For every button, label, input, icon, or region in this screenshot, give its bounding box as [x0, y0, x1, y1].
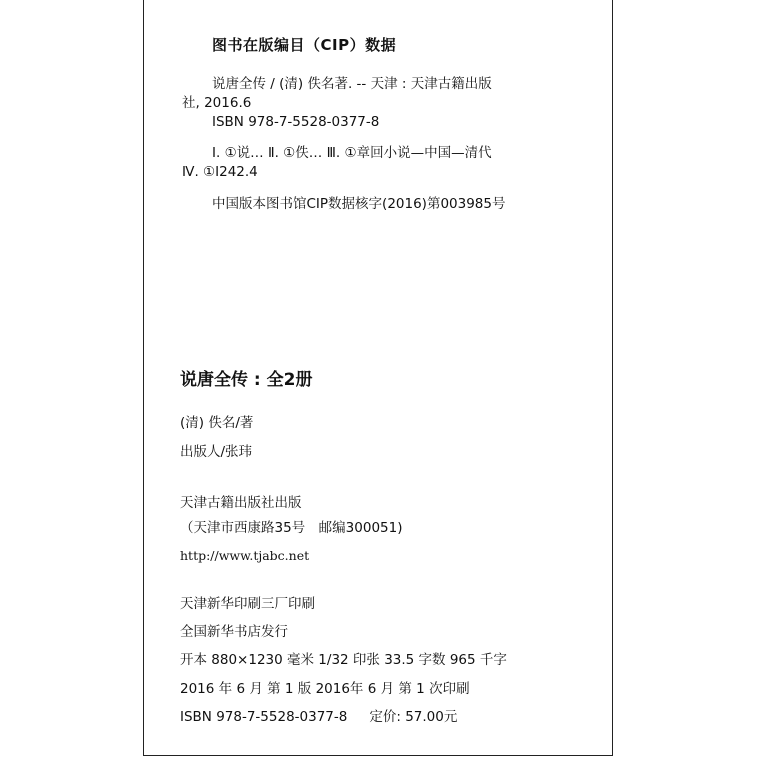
publisher-name: 天津古籍出版社出版 [180, 495, 302, 511]
book-title: 说唐全传 : 全2册 [180, 370, 313, 390]
distributor: 全国新华书店发行 [180, 624, 288, 640]
isbn-price-line [180, 711, 457, 725]
publisher-address: （天津市西康路35号 邮编300051) [180, 520, 403, 536]
cip-record-number: 中国版本图书馆CIP数据核字(2016)第003985号 [212, 196, 506, 212]
publisher-website: http://www.tjabc.net [180, 548, 310, 563]
cip-classification: Ⅰ. ①说… Ⅱ. ①佚… Ⅲ. ①章回小说—中国—清代 [212, 145, 492, 161]
cip-entry-line: 社, 2016.6 [182, 95, 252, 111]
printer: 天津新华印刷三厂印刷 [180, 596, 315, 612]
book-author: (清) 佚名/著 [180, 415, 254, 431]
cip-classification: Ⅳ. ①I242.4 [182, 164, 258, 180]
book-price: 定价: 57.00元 [369, 709, 458, 725]
cip-title: 图书在版编目（CIP）数据 [212, 36, 397, 54]
cip-isbn: ISBN 978-7-5528-0377-8 [212, 114, 380, 130]
publisher-person: 出版人/张玮 [180, 444, 253, 460]
book-isbn: ISBN 978-7-5528-0377-8 [180, 709, 348, 725]
copyright-page [143, 0, 613, 756]
cip-entry-line: 说唐全传 / (清) 佚名著. -- 天津 : 天津古籍出版 [212, 76, 492, 92]
edition-info: 2016 年 6 月 第 1 版 2016年 6 月 第 1 次印刷 [180, 681, 470, 697]
format-specs: 开本 880×1230 毫米 1/32 印张 33.5 字数 965 千字 [180, 652, 507, 668]
